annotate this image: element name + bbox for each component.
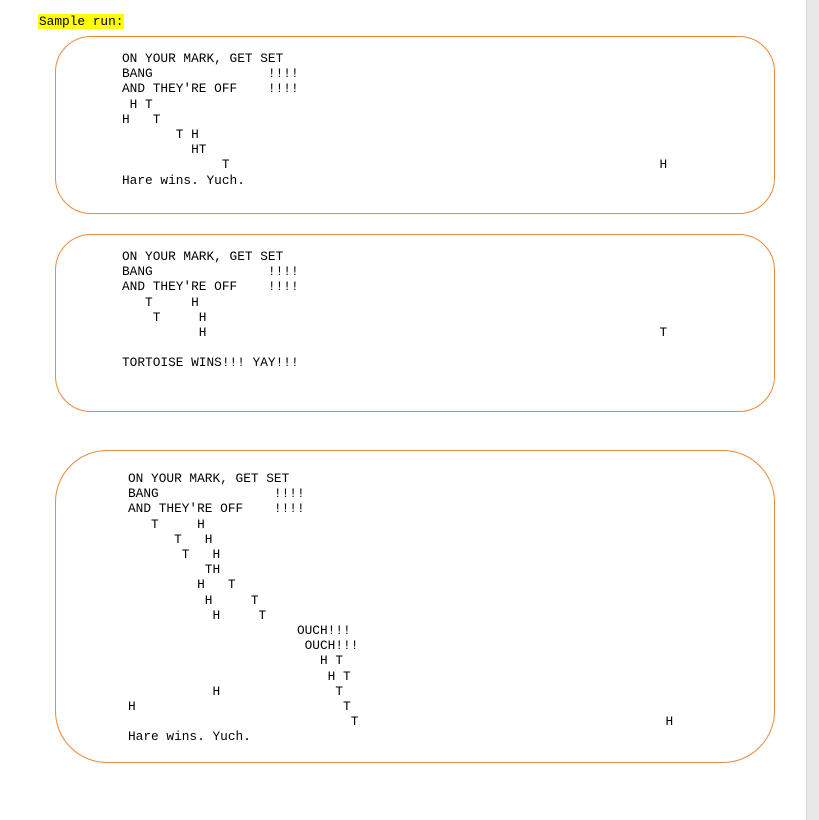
vertical-scrollbar[interactable] (806, 0, 819, 820)
run-output-3: ON YOUR MARK, GET SET BANG !!!! AND THEY'RE OFF !!!! T H T H T H TH H T H T H T OUCH!!! OUCH!!! H T H T H T H T T H Hare wins. Yuch. (128, 471, 674, 745)
sample-run-box-1 (55, 36, 775, 214)
sample-run-box-3 (55, 450, 775, 763)
sample-run-box-2 (55, 234, 775, 412)
sample-run-heading: Sample run: (39, 14, 124, 29)
run-output-2: ON YOUR MARK, GET SET BANG !!!! AND THEY'RE OFF !!!! T H T H H T TORTOISE WINS!!! YAY!!! (122, 249, 668, 371)
run-output-1: ON YOUR MARK, GET SET BANG !!!! AND THEY'RE OFF !!!! H T H T T H HT T H Hare wins. Yuch. (122, 51, 668, 188)
